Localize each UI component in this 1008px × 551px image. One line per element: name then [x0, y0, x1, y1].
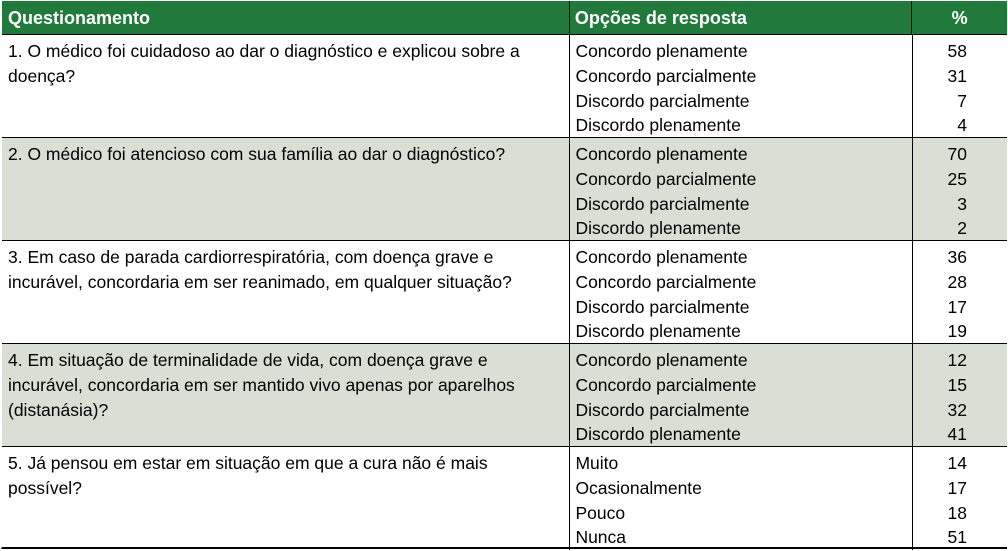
percent-value: 41 — [947, 424, 967, 445]
option-label: Pouco — [575, 502, 626, 523]
percent-value: 3 — [957, 193, 967, 214]
options-cell — [569, 35, 912, 137]
table-row — [2, 138, 1007, 241]
percent-value: 4 — [957, 115, 967, 136]
option-label: Discordo parcialmente — [575, 296, 750, 317]
percent-value: 31 — [947, 65, 967, 86]
percent-value: 36 — [947, 247, 967, 267]
option-label: Concordo parcialmente — [575, 168, 757, 189]
percent-value: 32 — [947, 399, 967, 420]
percent-cell — [912, 344, 1007, 446]
table-row — [2, 344, 1007, 447]
header-options: Opções de resposta — [569, 1, 911, 34]
options-cell — [569, 241, 912, 343]
option-label: Nunca — [575, 527, 627, 548]
percent-value: 17 — [947, 296, 967, 317]
percent-cell — [912, 241, 1007, 343]
options-cell — [569, 344, 912, 446]
percent-value: 17 — [947, 477, 967, 498]
percent-value: 25 — [947, 168, 967, 189]
percent-cell — [912, 447, 1007, 550]
percent-value: 51 — [947, 527, 967, 548]
percent-value: 7 — [957, 90, 967, 111]
percent-value: 70 — [947, 144, 967, 164]
option-label: Concordo parcialmente — [575, 374, 757, 395]
survey-table — [1, 1, 1007, 549]
percent-value: 58 — [947, 41, 967, 61]
option-label: Discordo plenamente — [575, 218, 741, 239]
percent-cell — [912, 138, 1007, 240]
table-row — [2, 241, 1007, 344]
options-cell — [569, 138, 912, 240]
question-text: 4. Em situação de terminalidade de vida, com doença grave e incurável, concordaria em ser mantido vivo apenas por aparelhos (distanásia)? — [8, 350, 515, 420]
option-label: Concordo plenamente — [575, 247, 748, 267]
option-label: Discordo parcialmente — [575, 399, 750, 420]
percent-value: 2 — [957, 218, 967, 239]
question-text: 1. O médico foi cuidadoso ao dar o diagnóstico e explicou sobre a doença? — [8, 41, 520, 86]
question-text: 3. Em caso de parada cardiorrespiratória, com doença grave e incurável, concordaria em ser reanimado, em qualquer situação? — [8, 247, 512, 292]
percent-value: 19 — [947, 321, 967, 342]
question-text: 2. O médico foi atencioso com sua família ao dar o diagnóstico? — [8, 144, 506, 164]
option-label: Concordo plenamente — [575, 350, 748, 370]
percent-cell — [912, 35, 1007, 137]
percent-value: 15 — [947, 374, 967, 395]
table-header — [2, 1, 1007, 35]
table-row — [2, 35, 1007, 138]
percent-value: 28 — [947, 271, 967, 292]
percent-value: 12 — [947, 350, 967, 370]
option-label: Concordo parcialmente — [575, 271, 757, 292]
option-label: Muito — [575, 453, 619, 473]
header-question: Questionamento — [8, 8, 151, 28]
option-label: Ocasionalmente — [575, 477, 702, 498]
options-cell — [569, 447, 912, 550]
option-label: Discordo parcialmente — [575, 193, 750, 214]
option-label: Discordo plenamente — [575, 115, 741, 136]
option-label: Discordo plenamente — [575, 321, 741, 342]
option-label: Discordo parcialmente — [575, 90, 750, 111]
option-label: Concordo parcialmente — [575, 65, 757, 86]
question-text: 5. Já pensou em estar em situação em que a cura não é mais possível? — [8, 453, 488, 498]
percent-value: 18 — [947, 502, 967, 523]
percent-value: 14 — [947, 453, 967, 473]
header-percent: % — [911, 1, 1007, 34]
option-label: Concordo plenamente — [575, 41, 748, 61]
option-label: Discordo plenamente — [575, 424, 741, 445]
option-label: Concordo plenamente — [575, 144, 748, 164]
table-row — [2, 447, 1007, 550]
